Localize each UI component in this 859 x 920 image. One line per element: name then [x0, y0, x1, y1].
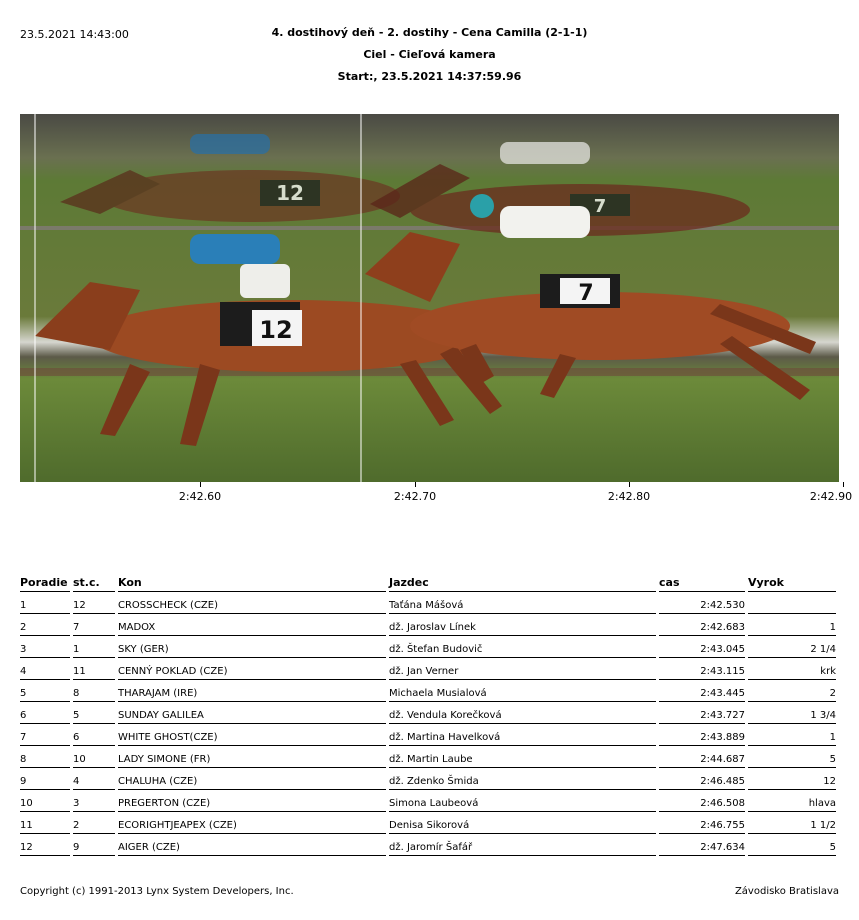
cell-start-number: 10	[73, 746, 115, 768]
cell-position: 7	[20, 724, 70, 746]
cell-position: 12	[20, 834, 70, 856]
camera-label: Ciel - Cieľová kamera	[363, 48, 496, 61]
tick-mark	[415, 482, 416, 487]
tick-label: 2:42.80	[607, 490, 651, 503]
table-row	[20, 614, 836, 636]
cell-start-number: 12	[73, 592, 115, 614]
cell-horse-name: CHALUHA (CZE)	[118, 768, 386, 790]
cell-time: 2:47.634	[659, 834, 745, 856]
venue-text: Závodisko Bratislava	[734, 886, 839, 897]
tick-label: 2:42.90	[809, 490, 853, 503]
cell-position: 9	[20, 768, 70, 790]
cell-start-number: 11	[73, 658, 115, 680]
cell-position: 5	[20, 680, 70, 702]
cell-distance: 2	[748, 680, 836, 702]
table-row	[20, 812, 836, 834]
cell-position: 2	[20, 614, 70, 636]
cell-jockey-name: dž. Martina Havelková	[389, 724, 656, 746]
cell-jockey-name: dž. Jan Verner	[389, 658, 656, 680]
table-row	[20, 636, 836, 658]
cell-horse-name: PREGERTON (CZE)	[118, 790, 386, 812]
saddle-number-back-12: 12	[276, 181, 304, 205]
cell-jockey-name: dž. Zdenko Šmida	[389, 768, 656, 790]
timestamp: 23.5.2021 14:43:00	[20, 28, 129, 41]
tick-mark	[843, 482, 844, 487]
cell-horse-name: WHITE GHOST(CZE)	[118, 724, 386, 746]
cell-position: 6	[20, 702, 70, 724]
cell-start-number: 1	[73, 636, 115, 658]
table-row	[20, 592, 836, 614]
cell-start-number: 2	[73, 812, 115, 834]
photo-finish-image	[20, 114, 839, 482]
cell-position: 4	[20, 658, 70, 680]
cell-jockey-name: Simona Laubeová	[389, 790, 656, 812]
tick-label: 2:42.60	[178, 490, 222, 503]
cell-horse-name: CENNÝ POKLAD (CZE)	[118, 658, 386, 680]
cell-start-number: 8	[73, 680, 115, 702]
cell-position: 11	[20, 812, 70, 834]
saddle-number-12: 12	[259, 316, 293, 344]
cell-start-number: 5	[73, 702, 115, 724]
table-row	[20, 658, 836, 680]
results-table	[17, 574, 839, 856]
cell-jockey-name: dž. Martin Laube	[389, 746, 656, 768]
cell-distance: 1 1/2	[748, 812, 836, 834]
cell-time: 2:46.508	[659, 790, 745, 812]
cell-start-number: 6	[73, 724, 115, 746]
cell-horse-name: THARAJAM (IRE)	[118, 680, 386, 702]
cell-horse-name: LADY SIMONE (FR)	[118, 746, 386, 768]
cell-time: 2:42.530	[659, 592, 745, 614]
cell-start-number: 9	[73, 834, 115, 856]
table-row	[20, 680, 836, 702]
cell-distance: 12	[748, 768, 836, 790]
col-header-position: Poradie	[20, 574, 70, 592]
cell-position: 10	[20, 790, 70, 812]
cell-jockey-name: dž. Jaromír Šafář	[389, 834, 656, 856]
saddle-number-7: 7	[578, 281, 594, 306]
cell-jockey-name: dž. Štefan Budovič	[389, 636, 656, 658]
cell-time: 2:43.727	[659, 702, 745, 724]
cell-distance: krk	[748, 658, 836, 680]
cell-horse-name: ECORIGHTJEAPEX (CZE)	[118, 812, 386, 834]
col-header-distance: Vyrok	[748, 574, 836, 592]
cell-jockey-name: dž. Jaroslav Línek	[389, 614, 656, 636]
table-row	[20, 768, 836, 790]
cell-time: 2:44.687	[659, 746, 745, 768]
copyright-text: Copyright (c) 1991-2013 Lynx System Developers, Inc.	[20, 886, 294, 897]
start-time: Start:, 23.5.2021 14:37:59.96	[337, 70, 522, 83]
cell-distance: 5	[748, 834, 836, 856]
cell-position: 3	[20, 636, 70, 658]
cell-jockey-name: Taťána Mášová	[389, 592, 656, 614]
cell-position: 8	[20, 746, 70, 768]
cell-distance	[748, 592, 836, 614]
cell-distance: hlava	[748, 790, 836, 812]
cell-distance: 5	[748, 746, 836, 768]
cell-position: 1	[20, 592, 70, 614]
cell-horse-name: AIGER (CZE)	[118, 834, 386, 856]
col-header-start-number: st.c.	[73, 574, 115, 592]
table-row	[20, 834, 836, 856]
tick-mark	[629, 482, 630, 487]
saddle-number-back-7: 7	[593, 196, 607, 217]
table-row	[20, 790, 836, 812]
cell-time: 2:46.755	[659, 812, 745, 834]
cell-time: 2:43.889	[659, 724, 745, 746]
cell-time: 2:43.445	[659, 680, 745, 702]
results-header-row	[20, 574, 836, 592]
col-header-jockey: Jazdec	[389, 574, 656, 592]
cell-time: 2:43.045	[659, 636, 745, 658]
col-header-time: cas	[659, 574, 745, 592]
cell-jockey-name: dž. Vendula Korečková	[389, 702, 656, 724]
cell-distance: 1	[748, 724, 836, 746]
cell-horse-name: CROSSCHECK (CZE)	[118, 592, 386, 614]
race-title: 4. dostihový deň - 2. dostihy - Cena Camilla (2-1-1)	[271, 26, 588, 39]
table-row	[20, 724, 836, 746]
cell-jockey-name: Denisa Sikorová	[389, 812, 656, 834]
cell-start-number: 3	[73, 790, 115, 812]
cell-time: 2:43.115	[659, 658, 745, 680]
cell-start-number: 4	[73, 768, 115, 790]
tick-label: 2:42.70	[393, 490, 437, 503]
cell-jockey-name: Michaela Musialová	[389, 680, 656, 702]
table-row	[20, 746, 836, 768]
cell-horse-name: SKY (GER)	[118, 636, 386, 658]
tick-mark	[200, 482, 201, 487]
table-row	[20, 702, 836, 724]
col-header-horse: Kon	[118, 574, 386, 592]
cell-distance: 1 3/4	[748, 702, 836, 724]
cell-start-number: 7	[73, 614, 115, 636]
cell-horse-name: MADOX	[118, 614, 386, 636]
cell-distance: 1	[748, 614, 836, 636]
cell-time: 2:42.683	[659, 614, 745, 636]
cell-time: 2:46.485	[659, 768, 745, 790]
cell-horse-name: SUNDAY GALILEA	[118, 702, 386, 724]
cell-distance: 2 1/4	[748, 636, 836, 658]
